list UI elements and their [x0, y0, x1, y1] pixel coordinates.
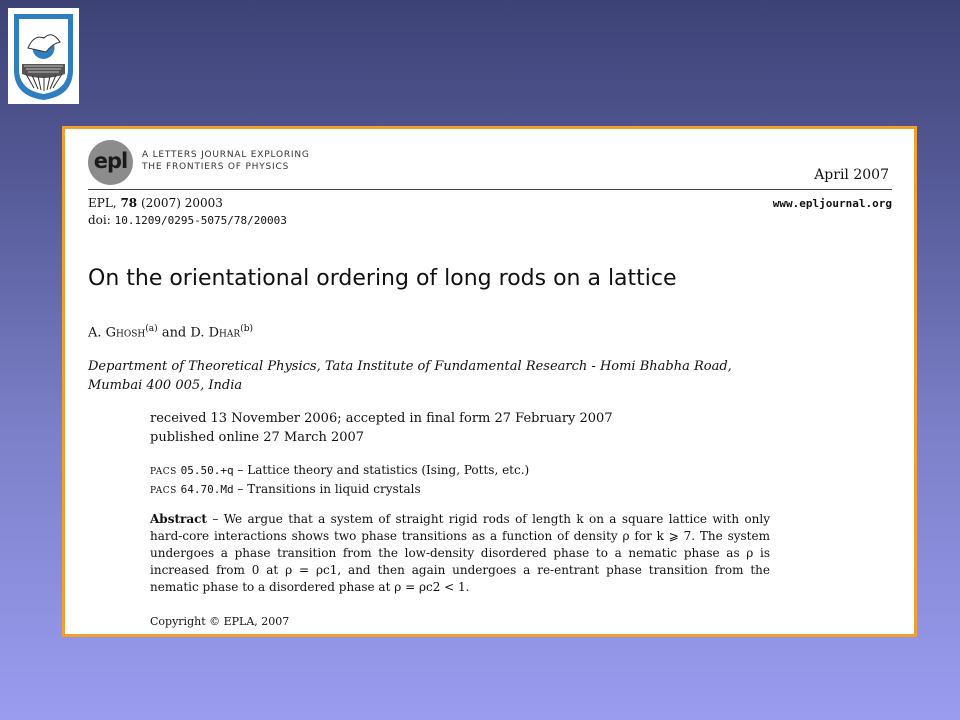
publication-dates [150, 409, 613, 447]
pacs-description: – Lattice theory and statistics (Ising, Potts, etc.) [237, 463, 530, 477]
header-rule [88, 189, 892, 190]
journal-tagline [142, 149, 310, 173]
issue-date: April 2007 [814, 167, 889, 183]
pacs-tag: PACS [150, 467, 177, 477]
year-article: (2007) 20003 [140, 196, 223, 210]
pacs-entry [150, 481, 529, 500]
pacs-list [150, 462, 529, 500]
abstract [150, 511, 770, 596]
author-1: A. Ghosh [88, 325, 146, 341]
pacs-code: 05.50.+q [180, 464, 234, 477]
journal-name: EPL, [88, 196, 117, 210]
university-shield-logo-icon [8, 8, 79, 104]
author-list [88, 324, 253, 340]
paper-title: On the orientational ordering of long rods on a lattice [88, 266, 677, 291]
paper-first-page [62, 126, 917, 637]
author-2-superscript: (b) [240, 324, 253, 334]
citation-block [88, 195, 287, 229]
citation-line [88, 195, 287, 212]
pacs-code: 64.70.Md [180, 483, 234, 496]
author-2: D. Dhar [190, 325, 241, 341]
copyright-notice: Copyright © EPLA, 2007 [150, 615, 290, 628]
journal-volume: 78 [120, 196, 138, 210]
doi-line [88, 212, 287, 229]
abstract-label: Abstract [150, 512, 207, 526]
received-line: received 13 November 2006; accepted in final form 27 February 2007 [150, 411, 613, 426]
author-1-superscript: (a) [145, 324, 158, 334]
tagline-line-2: THE FRONTIERS OF PHYSICS [142, 162, 290, 172]
pacs-tag: PACS [150, 486, 177, 496]
pacs-description: – Transitions in liquid crystals [237, 482, 421, 496]
published-line: published online 27 March 2007 [150, 430, 365, 445]
affiliation: Department of Theoretical Physics, Tata Institute of Fundamental Research - Homi Bhabha Road, Mumbai 400 005, India [88, 359, 732, 393]
journal-website: www.epljournal.org [772, 197, 892, 210]
abstract-text: – We argue that a system of straight rigid rods of length k on a square lattice with only hard-core interactions shows two phase transitions as a function of density ρ for k ⩾ 7. The system undergoes a phase transition from the low-density disordered phase to a nematic phase as ρ is increased from 0 at ρ = ρc1, and then again undergoes a re-entrant phase transition from the nematic phase to a disordered phase at ρ = ρc2 < 1. [150, 512, 770, 594]
doi-label: doi: [88, 213, 111, 227]
tagline-line-1: A LETTERS JOURNAL EXPLORING [142, 150, 310, 160]
epl-journal-logo [88, 140, 133, 185]
university-logo [8, 8, 79, 104]
author-conjunction: and [161, 325, 187, 341]
doi-value: 10.1209/0295-5075/78/20003 [114, 214, 287, 227]
epl-badge-text: epl [93, 149, 128, 173]
pacs-entry [150, 462, 529, 481]
